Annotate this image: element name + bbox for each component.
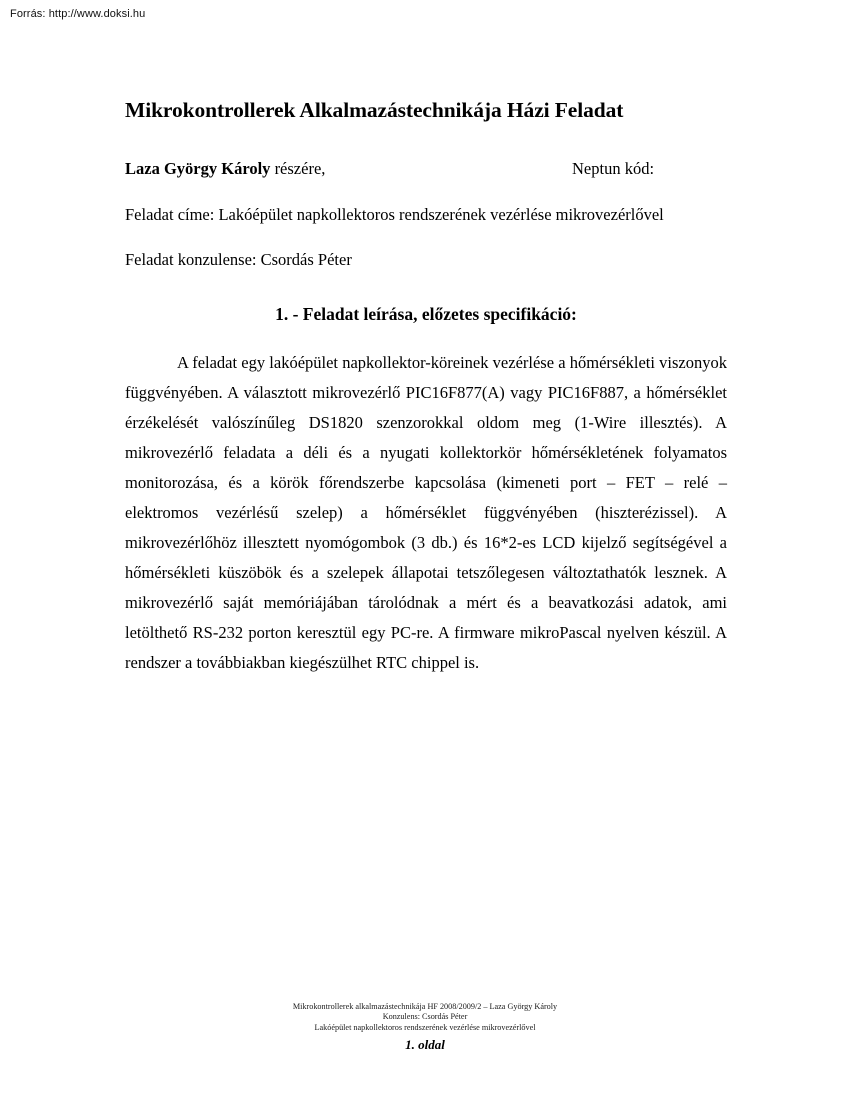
page-title: Mikrokontrollerek Alkalmazástechnikája Házi Feladat — [125, 98, 624, 122]
footer-line-consultant: Konzulens: Csordás Péter — [382, 1012, 468, 1022]
recipient-line — [125, 158, 727, 180]
neptun-code-label: Neptun kód: — [572, 159, 655, 178]
source-watermark: Forrás: http://www.doksi.hu — [10, 8, 146, 20]
page-number: 1. oldal — [405, 1037, 445, 1053]
recipient-suffix: részére, — [270, 159, 326, 178]
footer-line-task: Lakóépület napkollektoros rendszerének vezérlése mikrovezérlővel — [314, 1022, 536, 1032]
document-content — [125, 96, 727, 678]
consultant-line: Feladat konzulense: Csordás Péter — [125, 250, 352, 269]
page-footer — [0, 1002, 850, 1054]
task-title-line: Feladat címe: Lakóépület napkollektoros rendszerének vezérlése mikrovezérlővel — [125, 205, 664, 224]
body-paragraph: A feladat egy lakóépület napkollektor-köreinek vezérlése a hőmérsékleti viszonyok függvényében. A választott mikrovezérlő PIC16F877(A) vagy PIC16F887, a hőmérséklet érzékelését valószínűleg DS1820 szenzorokkal oldom meg (1-Wire illesztés). A mikrovezérlő feladata a déli és a nyugati kollektorkör hőmérsékletének folyamatos monitorozása, és a körök főrendszerbe kapcsolása (kimeneti port – FET – relé – elektromos vezérlésű szelep) a hőmérséklet függvényében (hiszterézissel). A mikrovezérlőhöz illesztett nyomógombok (3 db.) és 16*2-es LCD kijelző segítségével a hőmérsékleti küszöbök és a szelepek állapotai tetszőlegesen változtathatók lesznek. A mikrovezérlő saját memóriájában tárolódnak a mért és a beavatkozási adatok, ami letölthető RS-232 porton keresztül egy PC-re. A firmware mikroPascal nyelven készül. A rendszer a továbbiakban kiegészülhet RTC chippel is. — [125, 353, 727, 672]
footer-line-course: Mikrokontrollerek alkalmazástechnikája HF 2008/2009/2 – Laza György Károly — [292, 1002, 558, 1011]
section-heading: 1. - Feladat leírása, előzetes specifikáció: — [275, 304, 577, 324]
recipient-name: Laza György Károly — [125, 159, 271, 178]
